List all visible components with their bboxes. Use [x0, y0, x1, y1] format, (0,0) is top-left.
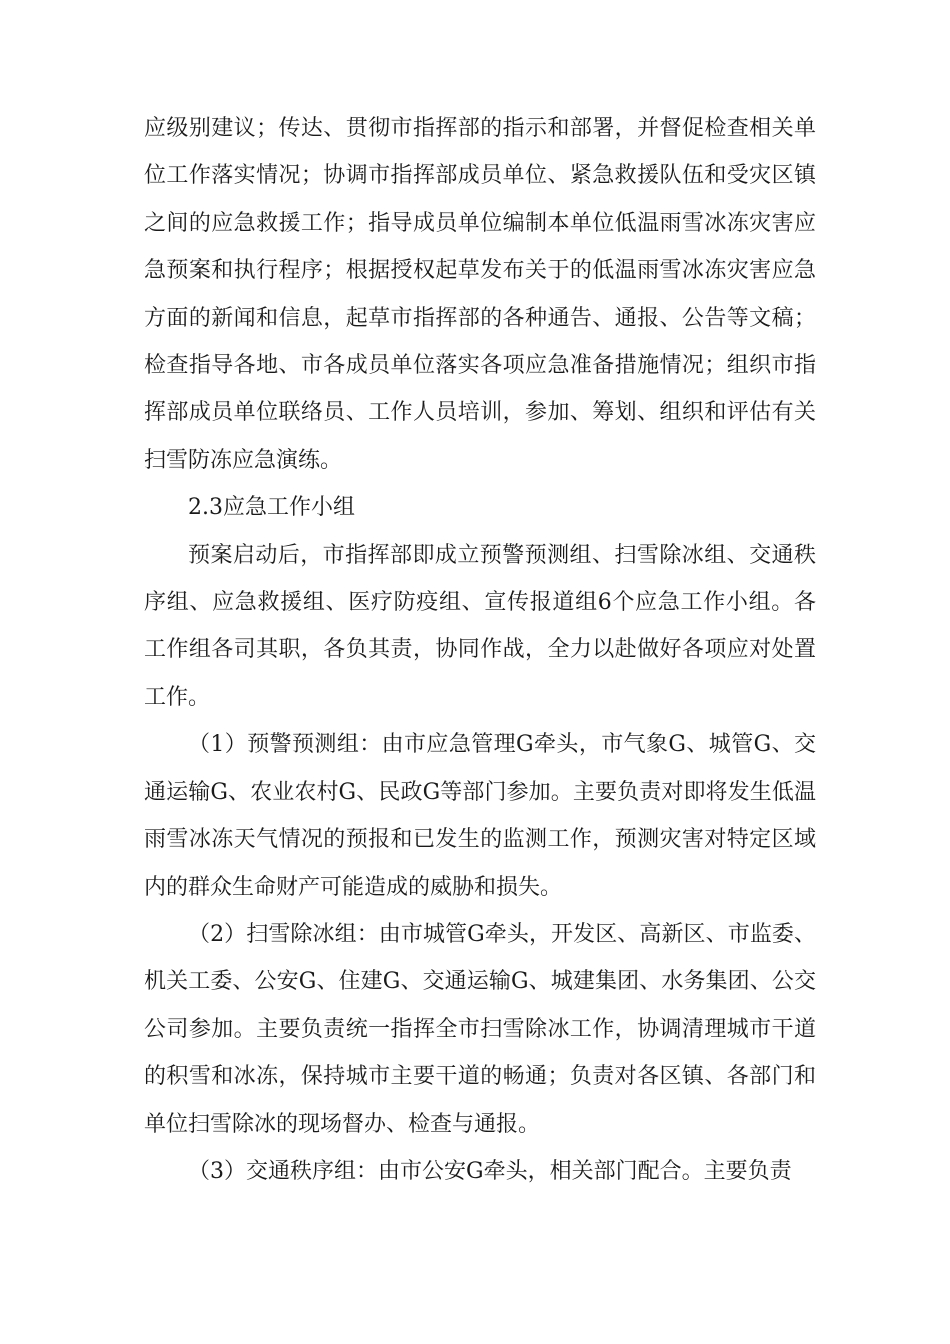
- body-paragraph: （3）交通秩序组：由市公安G牵头，相关部门配合。主要负责: [188, 1158, 792, 1184]
- body-paragraph: 预案启动后，市指挥部即成立预警预测组、扫雪除冰组、交通秩序组、应急救援组、医疗防疫组、宣传报道组6个应急工作小组。各工作组各司其职，各负其责，协同作战，全力以赴做好各项应对处置工作。: [144, 542, 816, 710]
- document-body: [144, 105, 816, 1195]
- body-paragraph: （2）扫雪除冰组：由市城管G牵头，开发区、高新区、市监委、机关工委、公安G、住建G、交通运输G、城建集团、水务集团、公交公司参加。主要负责统一指挥全市扫雪除冰工作，协调清理城市干道的积雪和冰冻，保持城市主要干道的畅通；负责对各区镇、各部门和单位扫雪除冰的现场督办、检查与通报。: [144, 921, 816, 1137]
- body-paragraph: （1）预警预测组：由市应急管理G牵头，市气象G、城管G、交通运输G、农业农村G、民政G等部门参加。主要负责对即将发生低温雨雪冰冻天气情况的预报和已发生的监测工作，预测灾害对特定区域内的群众生命财产可能造成的威胁和损失。: [144, 732, 816, 900]
- body-paragraph: 应级别建议；传达、贯彻市指挥部的指示和部署，并督促检查相关单位工作落实情况；协调市指挥部成员单位、紧急救援队伍和受灾区镇之间的应急救援工作；指导成员单位编制本单位低温雨雪冰冻灾害应急预案和执行程序；根据授权起草发布关于的低温雨雪冰冻灾害应急方面的新闻和信息，起草市指挥部的各种通告、通报、公告等文稿；检查指导各地、市各成员单位落实各项应急准备措施情况；组织市指挥部成员单位联络员、工作人员培训，参加、筹划、组织和评估有关扫雪防冻应急演练。: [144, 116, 816, 473]
- section-heading: 2.3应急工作小组: [188, 495, 355, 521]
